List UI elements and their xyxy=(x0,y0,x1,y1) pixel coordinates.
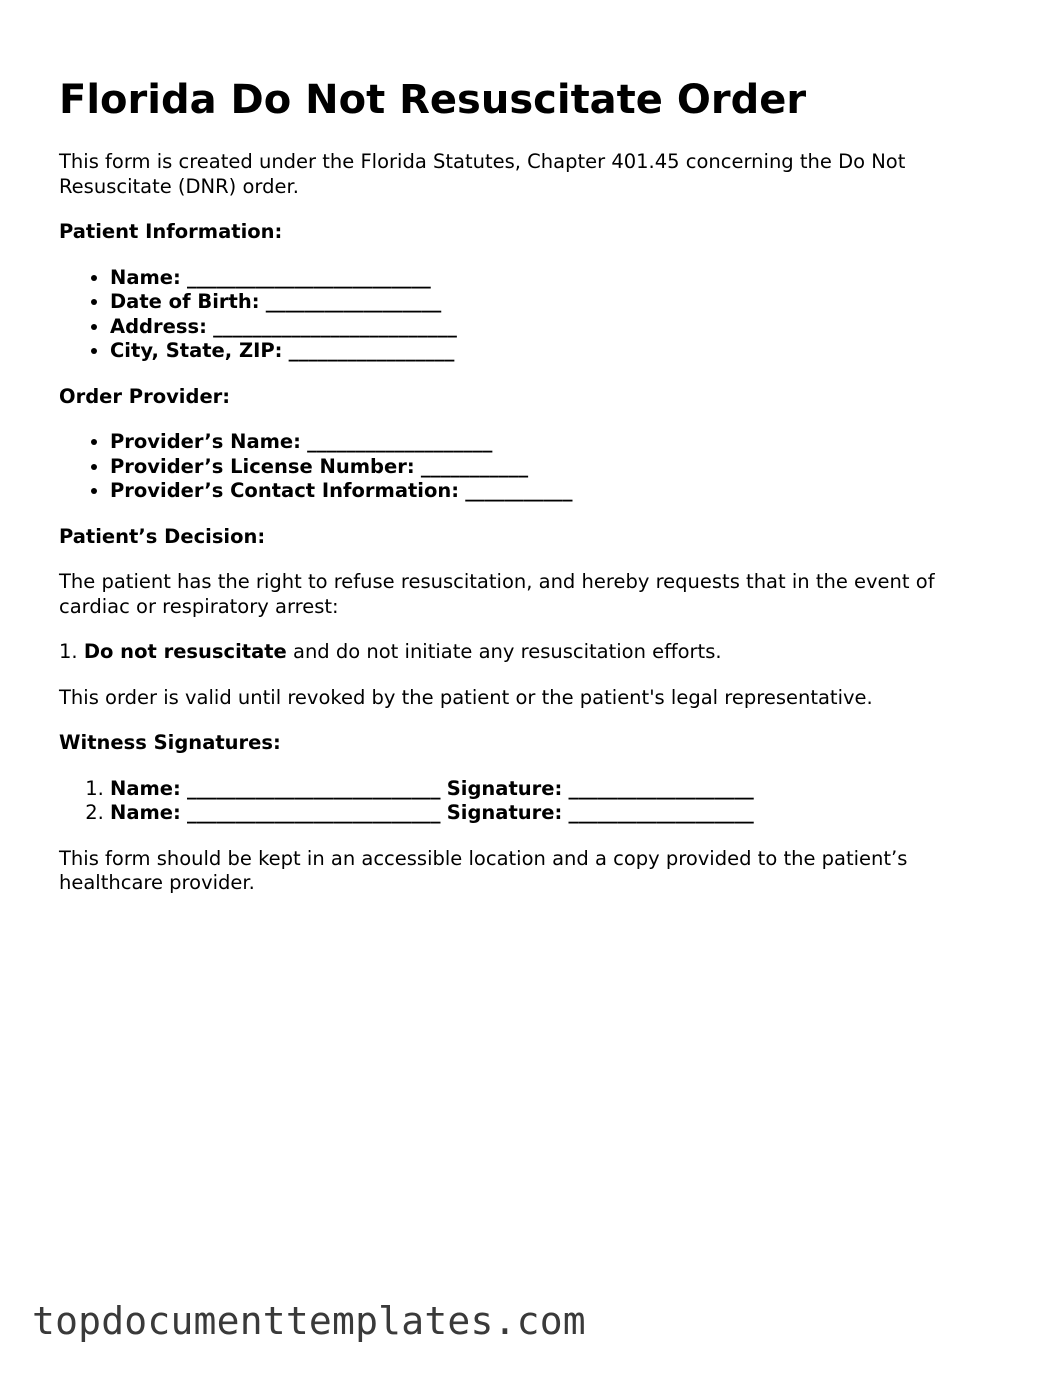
intro-paragraph: This form is created under the Florida Statutes, Chapter 401.45 concerning the Do Not Resuscitate (DNR) order. xyxy=(59,150,906,198)
patient-dob-field[interactable]: • Date of Birth: __________________ xyxy=(110,290,1009,315)
document-page xyxy=(59,70,1009,917)
patient-address-field[interactable]: • Address: _________________________ xyxy=(110,315,1009,340)
patient-info-heading: Patient Information: xyxy=(59,220,283,243)
order-provider-heading: Order Provider: xyxy=(59,384,231,408)
validity-paragraph: This order is valid until revoked by the patient or the patient's legal representative. xyxy=(59,685,873,709)
decision-item-bold: Do not resuscitate xyxy=(83,640,287,663)
decision-paragraph: The patient has the right to refuse resuscitation, and hereby requests that in the event of cardiac or respiratory arrest: xyxy=(59,570,935,618)
order-provider-list xyxy=(59,430,1009,504)
witness-row[interactable]: 2. Name: __________________________ Signature: ___________________ xyxy=(110,801,1009,826)
witness-heading: Witness Signatures: xyxy=(59,731,281,754)
patient-name-field[interactable]: • Name: _________________________ xyxy=(110,266,1009,291)
document-title: Florida Do Not Resuscitate Order xyxy=(59,77,807,123)
provider-name-field[interactable]: • Provider’s Name: ___________________ xyxy=(110,430,1009,455)
watermark: topdocumenttemplates.com xyxy=(32,1299,586,1343)
provider-license-field[interactable]: • Provider’s License Number: ___________ xyxy=(110,455,1009,480)
patient-decision-heading: Patient’s Decision: xyxy=(59,524,266,548)
witness-list xyxy=(59,777,1009,826)
decision-item: 1. Do not resuscitate and do not initiate any resuscitation efforts. xyxy=(59,640,722,663)
witness-row[interactable]: 1. Name: __________________________ Signature: ___________________ xyxy=(110,777,1009,802)
decision-item-rest: and do not initiate any resuscitation efforts. xyxy=(286,640,722,663)
patient-city-state-zip-field[interactable]: • City, State, ZIP: _________________ xyxy=(110,339,1009,364)
closing-paragraph: This form should be kept in an accessible location and a copy provided to the patient’s healthcare provider. xyxy=(59,846,908,894)
provider-contact-field[interactable]: • Provider’s Contact Information: ___________ xyxy=(110,479,1009,504)
patient-info-list xyxy=(59,266,1009,364)
